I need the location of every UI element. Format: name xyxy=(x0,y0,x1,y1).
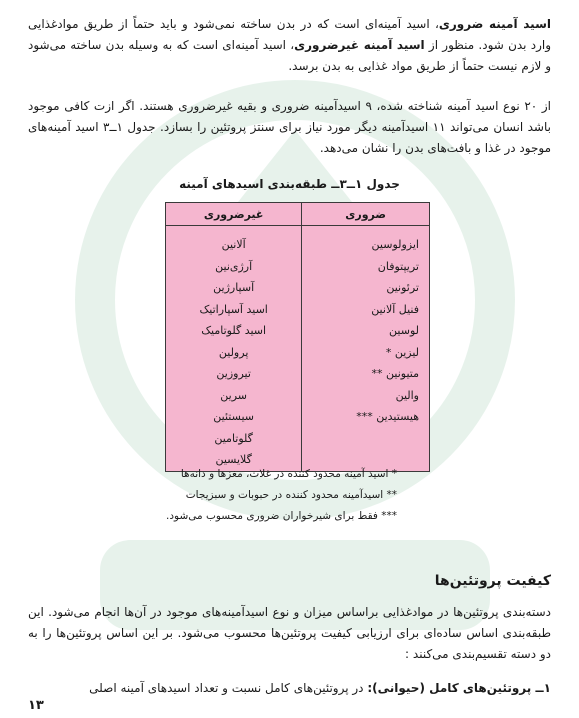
footnote: * اسید آمینه محدود کننده در غلات، مغزها و دانه‌ها xyxy=(180,468,397,480)
paragraph-protein-quality: دسته‌بندی پروتئین‌ها در موادغذایی براساس میزان و نوع اسیدآمینه‌های موجود در آن‌ها انجام می‌شود. این طبقه‌بندی اساس ساده‌ای برای ارزیابی کیفیت پروتئین‌ها محسوب می‌شود. بر این اساس پروتئین‌ها را به دو دسته تقسیم‌بندی می‌کنند : xyxy=(28,605,551,661)
paragraph-amino-count: از ۲۰ نوع اسید آمینه شناخته شده، ۹ اسیدآمینه ضروری و بقیه غیرضروری هستند. اگر ازت کافی موجود باشد انسان می‌تواند ۱۱ اسیدآمینه دیگر مورد نیاز برای سنتز پروتئین را بسازد. جدول ۱ــ۳ اسید آمینه‌های موجود در غذا و بافت‌های بدن را نشان می‌دهد. xyxy=(28,99,551,155)
page-content xyxy=(28,0,551,718)
nonessential-item: سرین xyxy=(220,388,248,402)
paragraph-definitions xyxy=(28,14,551,77)
nonessential-item: پرولین xyxy=(218,345,249,359)
header-nonessential: غیرضروری xyxy=(166,203,302,226)
table-caption: جدول ۱ــ۳ــ طبقه‌بندی اسیدهای آمینه xyxy=(179,177,400,191)
section-title: کیفیت پروتئین‌ها xyxy=(434,573,551,589)
nonessential-column xyxy=(166,226,302,472)
essential-item: ایزولوسین xyxy=(371,238,419,251)
term-essential: اسید آمینه ضروری xyxy=(438,17,551,31)
definition-nonessential-text: ، اسید آمینه‌ای است که به وسیله بدن ساخته می‌شود و لازم نیست حتماً از طریق مواد غذایی به بدن برسد. xyxy=(28,38,551,73)
essential-item: تریپتوفان xyxy=(377,259,419,273)
nonessential-item: آسپارژین xyxy=(213,281,255,294)
term-nonessential: اسید آمینه غیرضروری xyxy=(294,38,425,52)
essential-item: هیستیدین *** xyxy=(356,410,419,423)
footnote: *** فقط برای شیرخواران ضروری محسوب می‌شود. xyxy=(166,510,397,522)
essential-item: ترئونین xyxy=(386,281,419,294)
nonessential-item: آلانین xyxy=(221,238,246,251)
nonessential-item: گلایسین xyxy=(215,453,252,466)
nonessential-item: سیستئین xyxy=(213,410,254,423)
amino-acid-table xyxy=(165,202,430,472)
essential-item: فنیل آلانین xyxy=(371,302,419,316)
essential-item: متیونین ** xyxy=(371,367,419,380)
nonessential-item: اسید گلوتامیک xyxy=(201,324,267,337)
essential-item: لوسین xyxy=(389,324,419,337)
essential-item: والین xyxy=(395,388,419,402)
definition-essential-text: ، اسید آمینه‌ای است که در بدن ساخته نمی‌شود و باید حتماً از طریق مواد‌غذایی وارد بدن شود. منظور از xyxy=(28,17,552,52)
table-footnotes xyxy=(166,464,397,527)
term-complete-proteins: ۱ــ پروتئین‌های کامل (حیوانی): xyxy=(367,681,551,695)
complete-proteins-text: در پروتئین‌های کامل نسبت و تعداد اسیدهای آمینه اصلی xyxy=(89,681,368,695)
nonessential-item: اسید آسپاراتیک xyxy=(199,302,268,316)
nonessential-item: تیروزین xyxy=(216,367,251,380)
nonessential-item: آرژی‌نین xyxy=(215,259,253,273)
footnote: ** اسیدآمینه محدود کننده در حبوبات و سبزیجات xyxy=(185,489,397,501)
nonessential-item: گلوتامین xyxy=(214,431,253,445)
page-number: ۱۳ xyxy=(28,698,44,713)
header-essential: ضروری xyxy=(302,203,430,226)
essential-column xyxy=(302,226,430,472)
essential-item: لیزین * xyxy=(385,345,419,359)
paragraph-complete-proteins xyxy=(28,678,551,699)
